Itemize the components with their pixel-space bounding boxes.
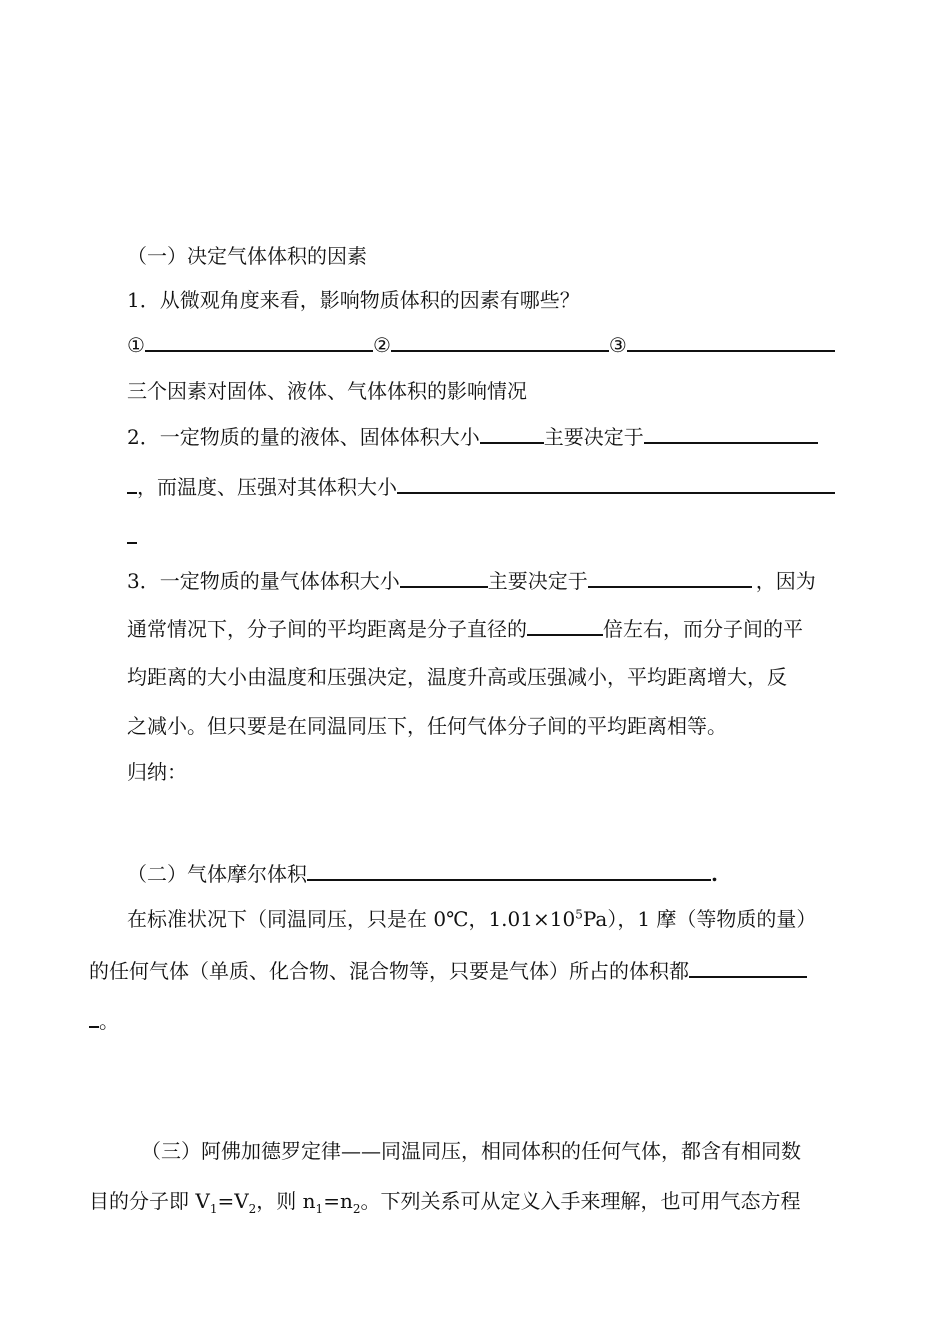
section2-heading: （二）气体摩尔体积: [127, 862, 307, 886]
q2-text-c: ，而温度、压强对其体积大小: [137, 475, 397, 499]
question-2-line3: [127, 522, 137, 551]
section3-line1: （三）阿佛加德罗定律——同温同压，相同体积的任何气体，都含有相同数: [141, 1139, 801, 1163]
circled-2: ②: [372, 333, 391, 357]
s3-text-d: =n: [323, 1189, 353, 1213]
blank-volume[interactable]: [689, 956, 807, 978]
question-3-line4: 之减小。但只要是在同温同压下，任何气体分子间的平均距离相等。: [127, 714, 727, 738]
section1-heading: （一）决定气体体积的因素: [127, 244, 367, 268]
question-3-line2: [127, 614, 803, 643]
s2-text-d: 。: [99, 1009, 119, 1033]
s2-exponent: 5: [575, 907, 583, 922]
section2-paragraph-line2: [89, 956, 807, 985]
section3-line2: [89, 1187, 800, 1215]
blank-factor-3[interactable]: [627, 330, 835, 352]
s3-sub-2: 2: [248, 1202, 257, 1216]
blank-q2-size[interactable]: [480, 422, 544, 444]
question-3-line3: 均距离的大小由温度和压强决定，温度升高或压强减小，平均距离增大，反: [127, 665, 787, 689]
q3-text-a: 3．一定物质的量气体体积大小: [127, 569, 400, 593]
section2-heading-line: [127, 859, 718, 888]
blank-q2-effect[interactable]: [397, 472, 835, 494]
question-3-line1: [127, 566, 816, 595]
s3-sub-3: 1: [315, 1202, 324, 1216]
s3-text-e: 。下列关系可从定义入手来理解，也可用气态方程: [360, 1189, 801, 1213]
s2-text-b: Pa），1 摩（等物质的量）: [582, 907, 817, 931]
q2-text-b: 主要决定于: [543, 425, 644, 449]
blank-q2-depends[interactable]: [644, 422, 818, 444]
summary-label: 归纳：: [127, 760, 187, 784]
s3-text-a: 目的分子即 V: [89, 1189, 210, 1213]
s3-text-b: =V: [217, 1189, 249, 1213]
blank-factor-1[interactable]: [145, 330, 373, 352]
blank-q2-effect-cont[interactable]: [127, 522, 137, 544]
question-1: 1．从微观角度来看，影响物质体积的因素有哪些？: [127, 288, 580, 312]
blank-q3-depends[interactable]: [588, 566, 752, 588]
section2-paragraph-line1: [127, 905, 816, 933]
circled-1: ①: [127, 333, 145, 357]
question-2-line1: [127, 422, 818, 451]
blank-volume-cont[interactable]: [89, 1006, 99, 1028]
section2-paragraph-line3: [89, 1006, 119, 1035]
blank-molar-volume[interactable]: [307, 859, 711, 881]
s2-text-a: 在标准状况下（同温同压，只是在 0℃，1.01×10: [127, 907, 576, 931]
blank-factor-2[interactable]: [391, 330, 609, 352]
q3-text-e: 倍左右，而分子间的平: [603, 617, 803, 641]
factor-blanks-row: [127, 330, 835, 359]
s3-sub-1: 1: [209, 1202, 218, 1216]
q2-text-a: 2．一定物质的量的液体、固体体积大小: [127, 425, 480, 449]
effect-text: 三个因素对固体、液体、气体体积的影响情况: [127, 379, 527, 403]
section2-period: .: [711, 862, 718, 886]
blank-q3-size[interactable]: [400, 566, 488, 588]
circled-3: ③: [608, 333, 627, 357]
blank-q3-times[interactable]: [527, 614, 603, 636]
s2-text-c: 的任何气体（单质、化合物、混合物等，只要是气体）所占的体积都: [89, 959, 689, 983]
question-2-line2: [127, 472, 835, 501]
q3-text-b: 主要决定于: [487, 569, 588, 593]
q3-text-d: 通常情况下，分子间的平均距离是分子直径的: [127, 617, 527, 641]
s3-sub-4: 2: [352, 1202, 361, 1216]
s3-text-c: ，则 n: [256, 1189, 316, 1213]
q3-text-c: ，因为: [755, 569, 816, 593]
blank-q2-cont[interactable]: [127, 472, 137, 494]
